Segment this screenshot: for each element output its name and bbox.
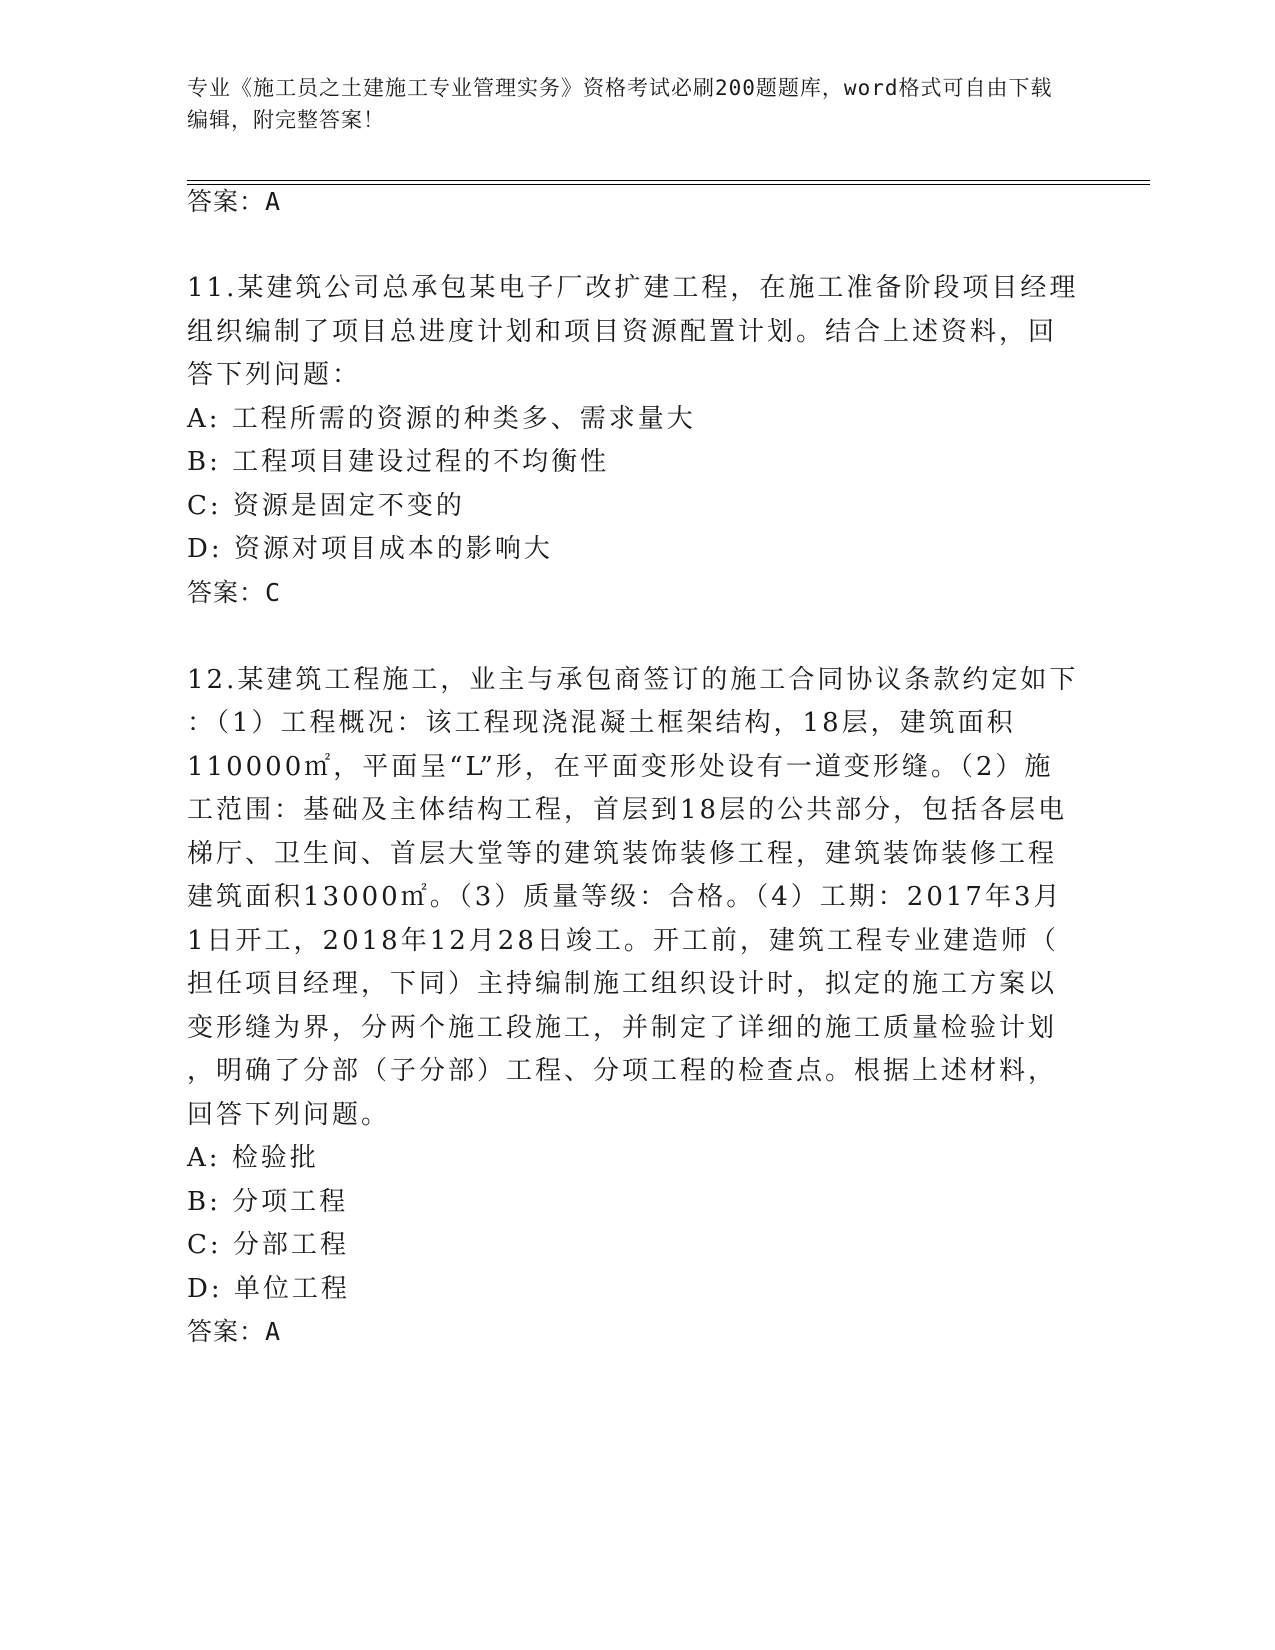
question-12-line: 工范围：基础及主体结构工程，首层到18层的公共部分，包括各层电 (187, 795, 1068, 825)
question-11-option-d: D: 资源对项目成本的影响大 (187, 534, 553, 564)
question-11-line: 答下列问题： (187, 360, 362, 390)
question-12-line: 1日开工，2018年12月28日竣工。开工前，建筑工程专业建造师（ (187, 926, 1059, 956)
header-rule-bottom (187, 184, 1150, 185)
question-12-line: ，明确了分部（子分部）工程、分项工程的检查点。根据上述材料， (187, 1056, 1058, 1086)
answer-10: 答案：A (187, 187, 282, 216)
question-12-line: 110000㎡，平面呈“L”形，在平面变形处设有一道变形缝。（2）施 (187, 752, 1054, 782)
question-12-answer: 答案：A (187, 1317, 282, 1346)
question-12-option-a: A: 检验批 (187, 1143, 319, 1173)
question-11-option-a: A: 工程所需的资源的种类多、需求量大 (187, 404, 696, 434)
question-11-option-c: C: 资源是固定不变的 (187, 491, 465, 521)
question-11-line: 组织编制了项目总进度计划和项目资源配置计划。结合上述资料，回 (187, 317, 1058, 347)
question-12-line: 担任项目经理，下同）主持编制施工组织设计时，拟定的施工方案以 (187, 969, 1058, 999)
question-12-option-c: C: 分部工程 (187, 1230, 349, 1260)
header-rule-top (187, 180, 1150, 181)
question-11-answer: 答案：C (187, 578, 282, 607)
question-12-option-d: D: 单位工程 (187, 1274, 350, 1304)
question-12-line: 变形缝为界，分两个施工段施工，并制定了详细的施工质量检验计划 (187, 1013, 1058, 1043)
question-12-line: 建筑面积13000㎡。（3）质量等级：合格。（4）工期：2017年3月 (187, 882, 1063, 912)
question-12-line: 12.某建筑工程施工，业主与承包商签订的施工合同协议条款约定如下 (187, 665, 1079, 695)
question-12-line: 梯厅、卫生间、首层大堂等的建筑装饰装修工程，建筑装饰装修工程 (187, 839, 1058, 869)
question-11-line: 11.某建筑公司总承包某电子厂改扩建工程，在施工准备阶段项目经理 (187, 273, 1079, 303)
question-12-line: 回答下列问题。 (187, 1100, 391, 1130)
question-12-line: ：（1）工程概况：该工程现浇混凝土框架结构，18层，建筑面积 (187, 708, 1016, 738)
document-header: 专业《施工员之土建施工专业管理实务》资格考试必刷200题题库，word格式可自由下载编辑，附完整答案！ (187, 76, 1053, 132)
question-11-option-b: B: 工程项目建设过程的不均衡性 (187, 447, 610, 477)
question-12-option-b: B: 分项工程 (187, 1187, 349, 1217)
